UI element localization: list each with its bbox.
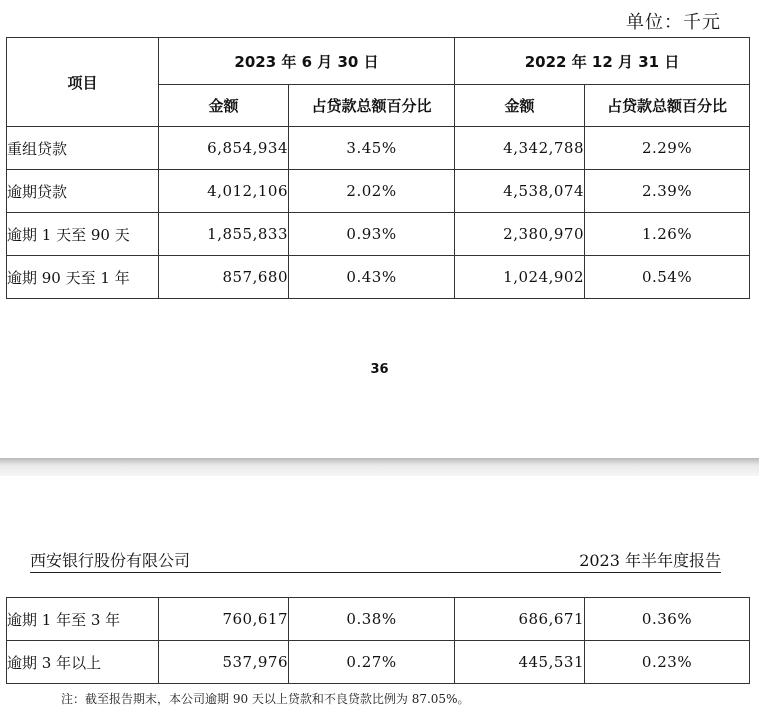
pct-2023: 0.43% bbox=[289, 256, 455, 299]
header-2022-12-31: 2022 年 12 月 31 日 bbox=[455, 38, 750, 85]
table-row bbox=[7, 641, 750, 684]
amount-2022: 4,538,074 bbox=[455, 170, 585, 213]
pct-2023: 2.02% bbox=[289, 170, 455, 213]
amount-2023: 4,012,106 bbox=[159, 170, 289, 213]
table-row bbox=[7, 256, 750, 299]
header-amount-2023: 金额 bbox=[159, 85, 289, 127]
amount-2023: 537,976 bbox=[159, 641, 289, 684]
company-name: 西安银行股份有限公司 bbox=[30, 551, 191, 570]
overdue-loans-table-continued bbox=[6, 597, 750, 684]
overdue-loans-table bbox=[6, 37, 750, 299]
report-title: 2023 年半年度报告 bbox=[579, 551, 721, 570]
unit-label: 单位：千元 bbox=[626, 12, 721, 33]
header-item: 项目 bbox=[7, 38, 159, 127]
row-label: 逾期 1 年至 3 年 bbox=[7, 598, 159, 641]
amount-2023: 6,854,934 bbox=[159, 127, 289, 170]
pct-2023: 0.93% bbox=[289, 213, 455, 256]
pct-2023: 3.45% bbox=[289, 127, 455, 170]
header-2023-06-30: 2023 年 6 月 30 日 bbox=[159, 38, 455, 85]
amount-2023: 760,617 bbox=[159, 598, 289, 641]
row-label: 逾期 90 天至 1 年 bbox=[7, 256, 159, 299]
header-amount-2022: 金额 bbox=[455, 85, 585, 127]
footnote: 注：截至报告期末，本公司逾期 90 天以上贷款和不良贷款比例为 87.05%。 bbox=[61, 692, 470, 706]
table-row bbox=[7, 170, 750, 213]
pct-2022: 1.26% bbox=[585, 213, 750, 256]
pct-2023: 0.27% bbox=[289, 641, 455, 684]
row-label: 重组贷款 bbox=[7, 127, 159, 170]
page-break-gap bbox=[0, 458, 759, 476]
pct-2022: 0.36% bbox=[585, 598, 750, 641]
amount-2023: 1,855,833 bbox=[159, 213, 289, 256]
row-label: 逾期 1 天至 90 天 bbox=[7, 213, 159, 256]
row-label: 逾期 3 年以上 bbox=[7, 641, 159, 684]
header-rule bbox=[30, 572, 721, 573]
amount-2022: 445,531 bbox=[455, 641, 585, 684]
pct-2022: 2.29% bbox=[585, 127, 750, 170]
page-number: 36 bbox=[370, 362, 389, 377]
running-header bbox=[30, 548, 721, 570]
row-label: 逾期贷款 bbox=[7, 170, 159, 213]
amount-2022: 4,342,788 bbox=[455, 127, 585, 170]
pct-2022: 0.54% bbox=[585, 256, 750, 299]
amount-2022: 686,671 bbox=[455, 598, 585, 641]
amount-2022: 2,380,970 bbox=[455, 213, 585, 256]
pct-2022: 0.23% bbox=[585, 641, 750, 684]
header-pct-2022: 占贷款总额百分比 bbox=[585, 85, 750, 127]
table-row bbox=[7, 127, 750, 170]
amount-2022: 1,024,902 bbox=[455, 256, 585, 299]
table-row bbox=[7, 598, 750, 641]
table-row bbox=[7, 213, 750, 256]
pct-2023: 0.38% bbox=[289, 598, 455, 641]
amount-2023: 857,680 bbox=[159, 256, 289, 299]
header-pct-2023: 占贷款总额百分比 bbox=[289, 85, 455, 127]
pct-2022: 2.39% bbox=[585, 170, 750, 213]
